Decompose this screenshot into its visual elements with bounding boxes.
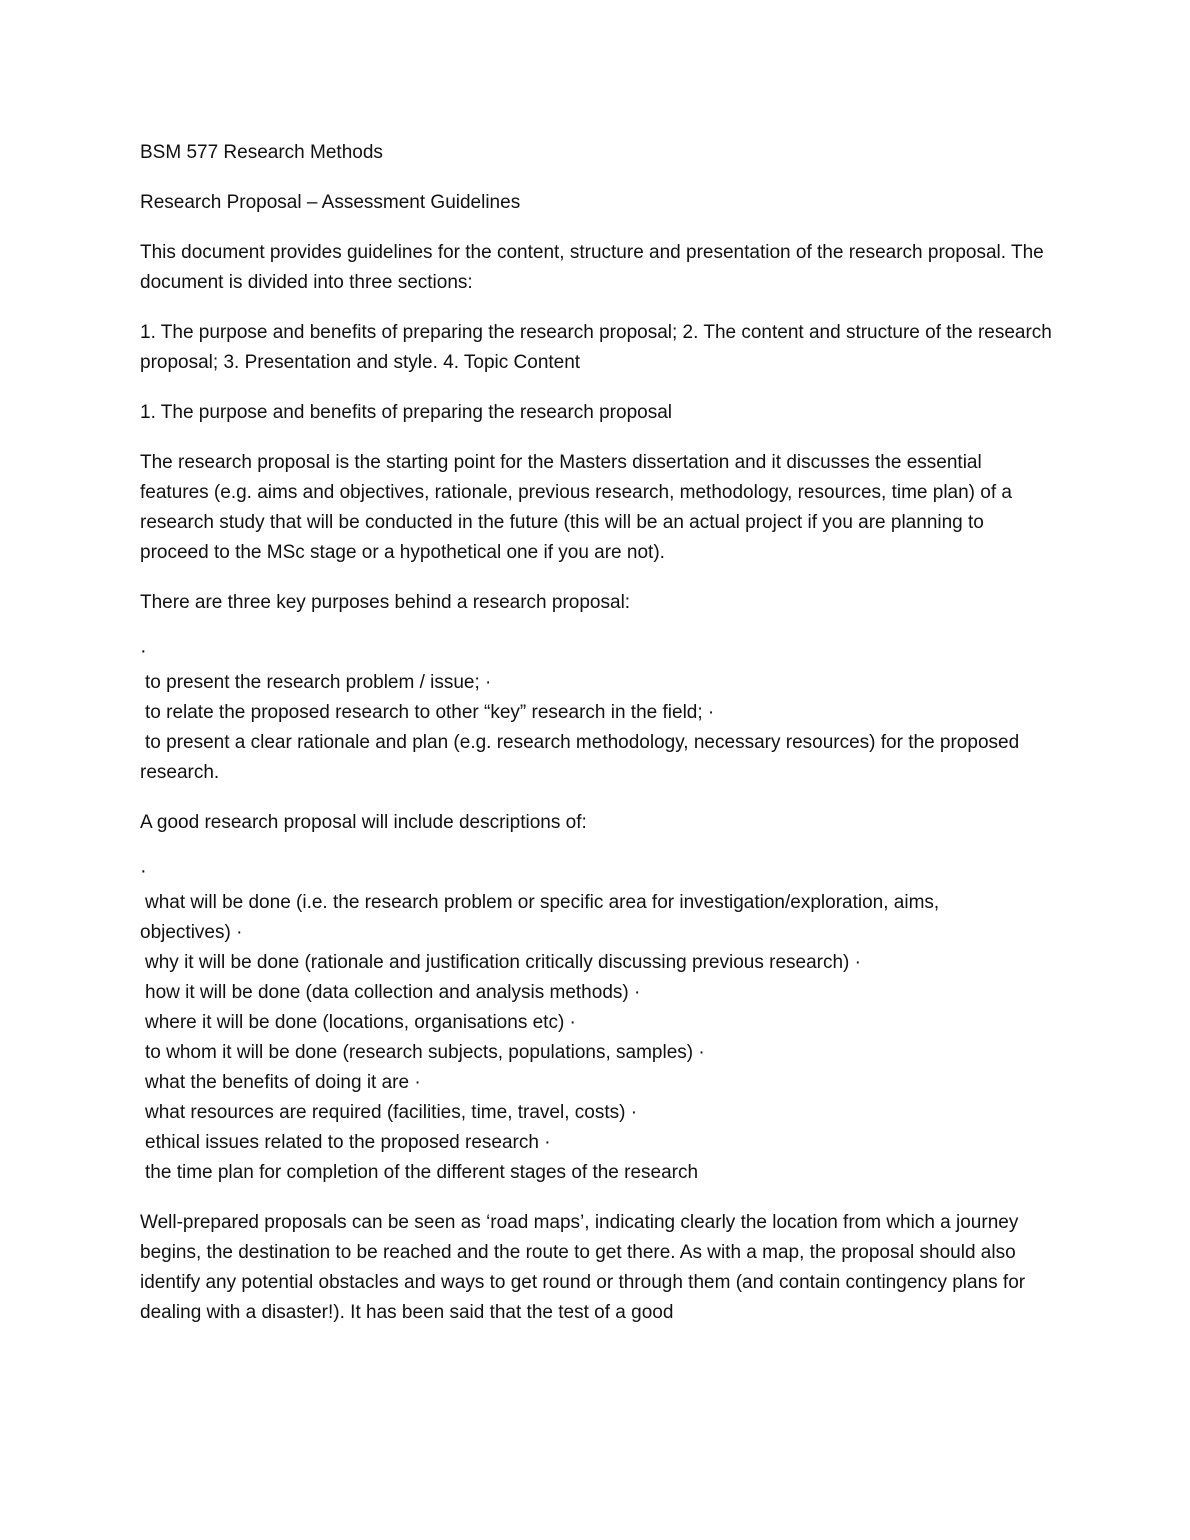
list-item: how it will be done (data collection and analysis methods) · bbox=[145, 982, 641, 1003]
list-item: to whom it will be done (research subjects, populations, samples) · bbox=[145, 1042, 705, 1063]
list-item: to present the research problem / issue; · bbox=[145, 672, 492, 693]
list-item: what will be done (i.e. the research problem or specific area for investigation/exploration, aims, bbox=[145, 892, 940, 913]
descriptions-bullet: · bbox=[140, 860, 147, 882]
list-item: to present a clear rationale and plan (e.g. research methodology, necessary resources) for the proposed bbox=[145, 732, 1020, 753]
course-title: BSM 577 Research Methods bbox=[140, 142, 383, 163]
sections-overview: 1. The purpose and benefits of preparing the research proposal; 2. The content and structure of the research proposal; 3. Presentation and style. 4. Topic Content bbox=[140, 322, 1052, 373]
list-item: ethical issues related to the proposed research · bbox=[145, 1132, 551, 1153]
document-title: Research Proposal – Assessment Guidelines bbox=[140, 192, 521, 213]
descriptions-intro: A good research proposal will include descriptions of: bbox=[140, 812, 587, 833]
descriptions-list bbox=[140, 858, 1055, 1188]
section1-heading: 1. The purpose and benefits of preparing the research proposal bbox=[140, 402, 672, 423]
list-item: what resources are required (facilities, time, travel, costs) · bbox=[145, 1102, 638, 1123]
list-item-continuation: research. bbox=[140, 762, 220, 783]
list-item-continuation: objectives) · bbox=[140, 922, 243, 943]
list-item: where it will be done (locations, organisations etc) · bbox=[145, 1012, 576, 1033]
list-item: what the benefits of doing it are · bbox=[145, 1072, 421, 1093]
document-body bbox=[140, 138, 1055, 1348]
list-item: the time plan for completion of the different stages of the research bbox=[145, 1162, 699, 1183]
purposes-list bbox=[140, 638, 1055, 788]
purposes-intro: There are three key purposes behind a research proposal: bbox=[140, 592, 631, 613]
closing-paragraph: Well-prepared proposals can be seen as ‘road maps’, indicating clearly the location from which a journey begins, the destination to be reached and the route to get there. As with a map, the proposal should also identify any potential obstacles and ways to get round or through them (and contain contingency plans for dealing with a disaster!). It has been said that the test of a good bbox=[140, 1212, 1026, 1323]
list-item: to relate the proposed research to other “key” research in the field; · bbox=[145, 702, 715, 723]
purposes-bullet: · bbox=[140, 640, 147, 662]
list-item: why it will be done (rationale and justification critically discussing previous research) · bbox=[145, 952, 861, 973]
intro-paragraph: This document provides guidelines for the content, structure and presentation of the research proposal. The document is divided into three sections: bbox=[140, 242, 1044, 293]
section1-paragraph: The research proposal is the starting point for the Masters dissertation and it discusses the essential features (e.g. aims and objectives, rationale, previous research, methodology, resources, time plan) of a research study that will be conducted in the future (this will be an actual project if you are planning to proceed to the MSc stage or a hypothetical one if you are not). bbox=[140, 452, 1012, 563]
